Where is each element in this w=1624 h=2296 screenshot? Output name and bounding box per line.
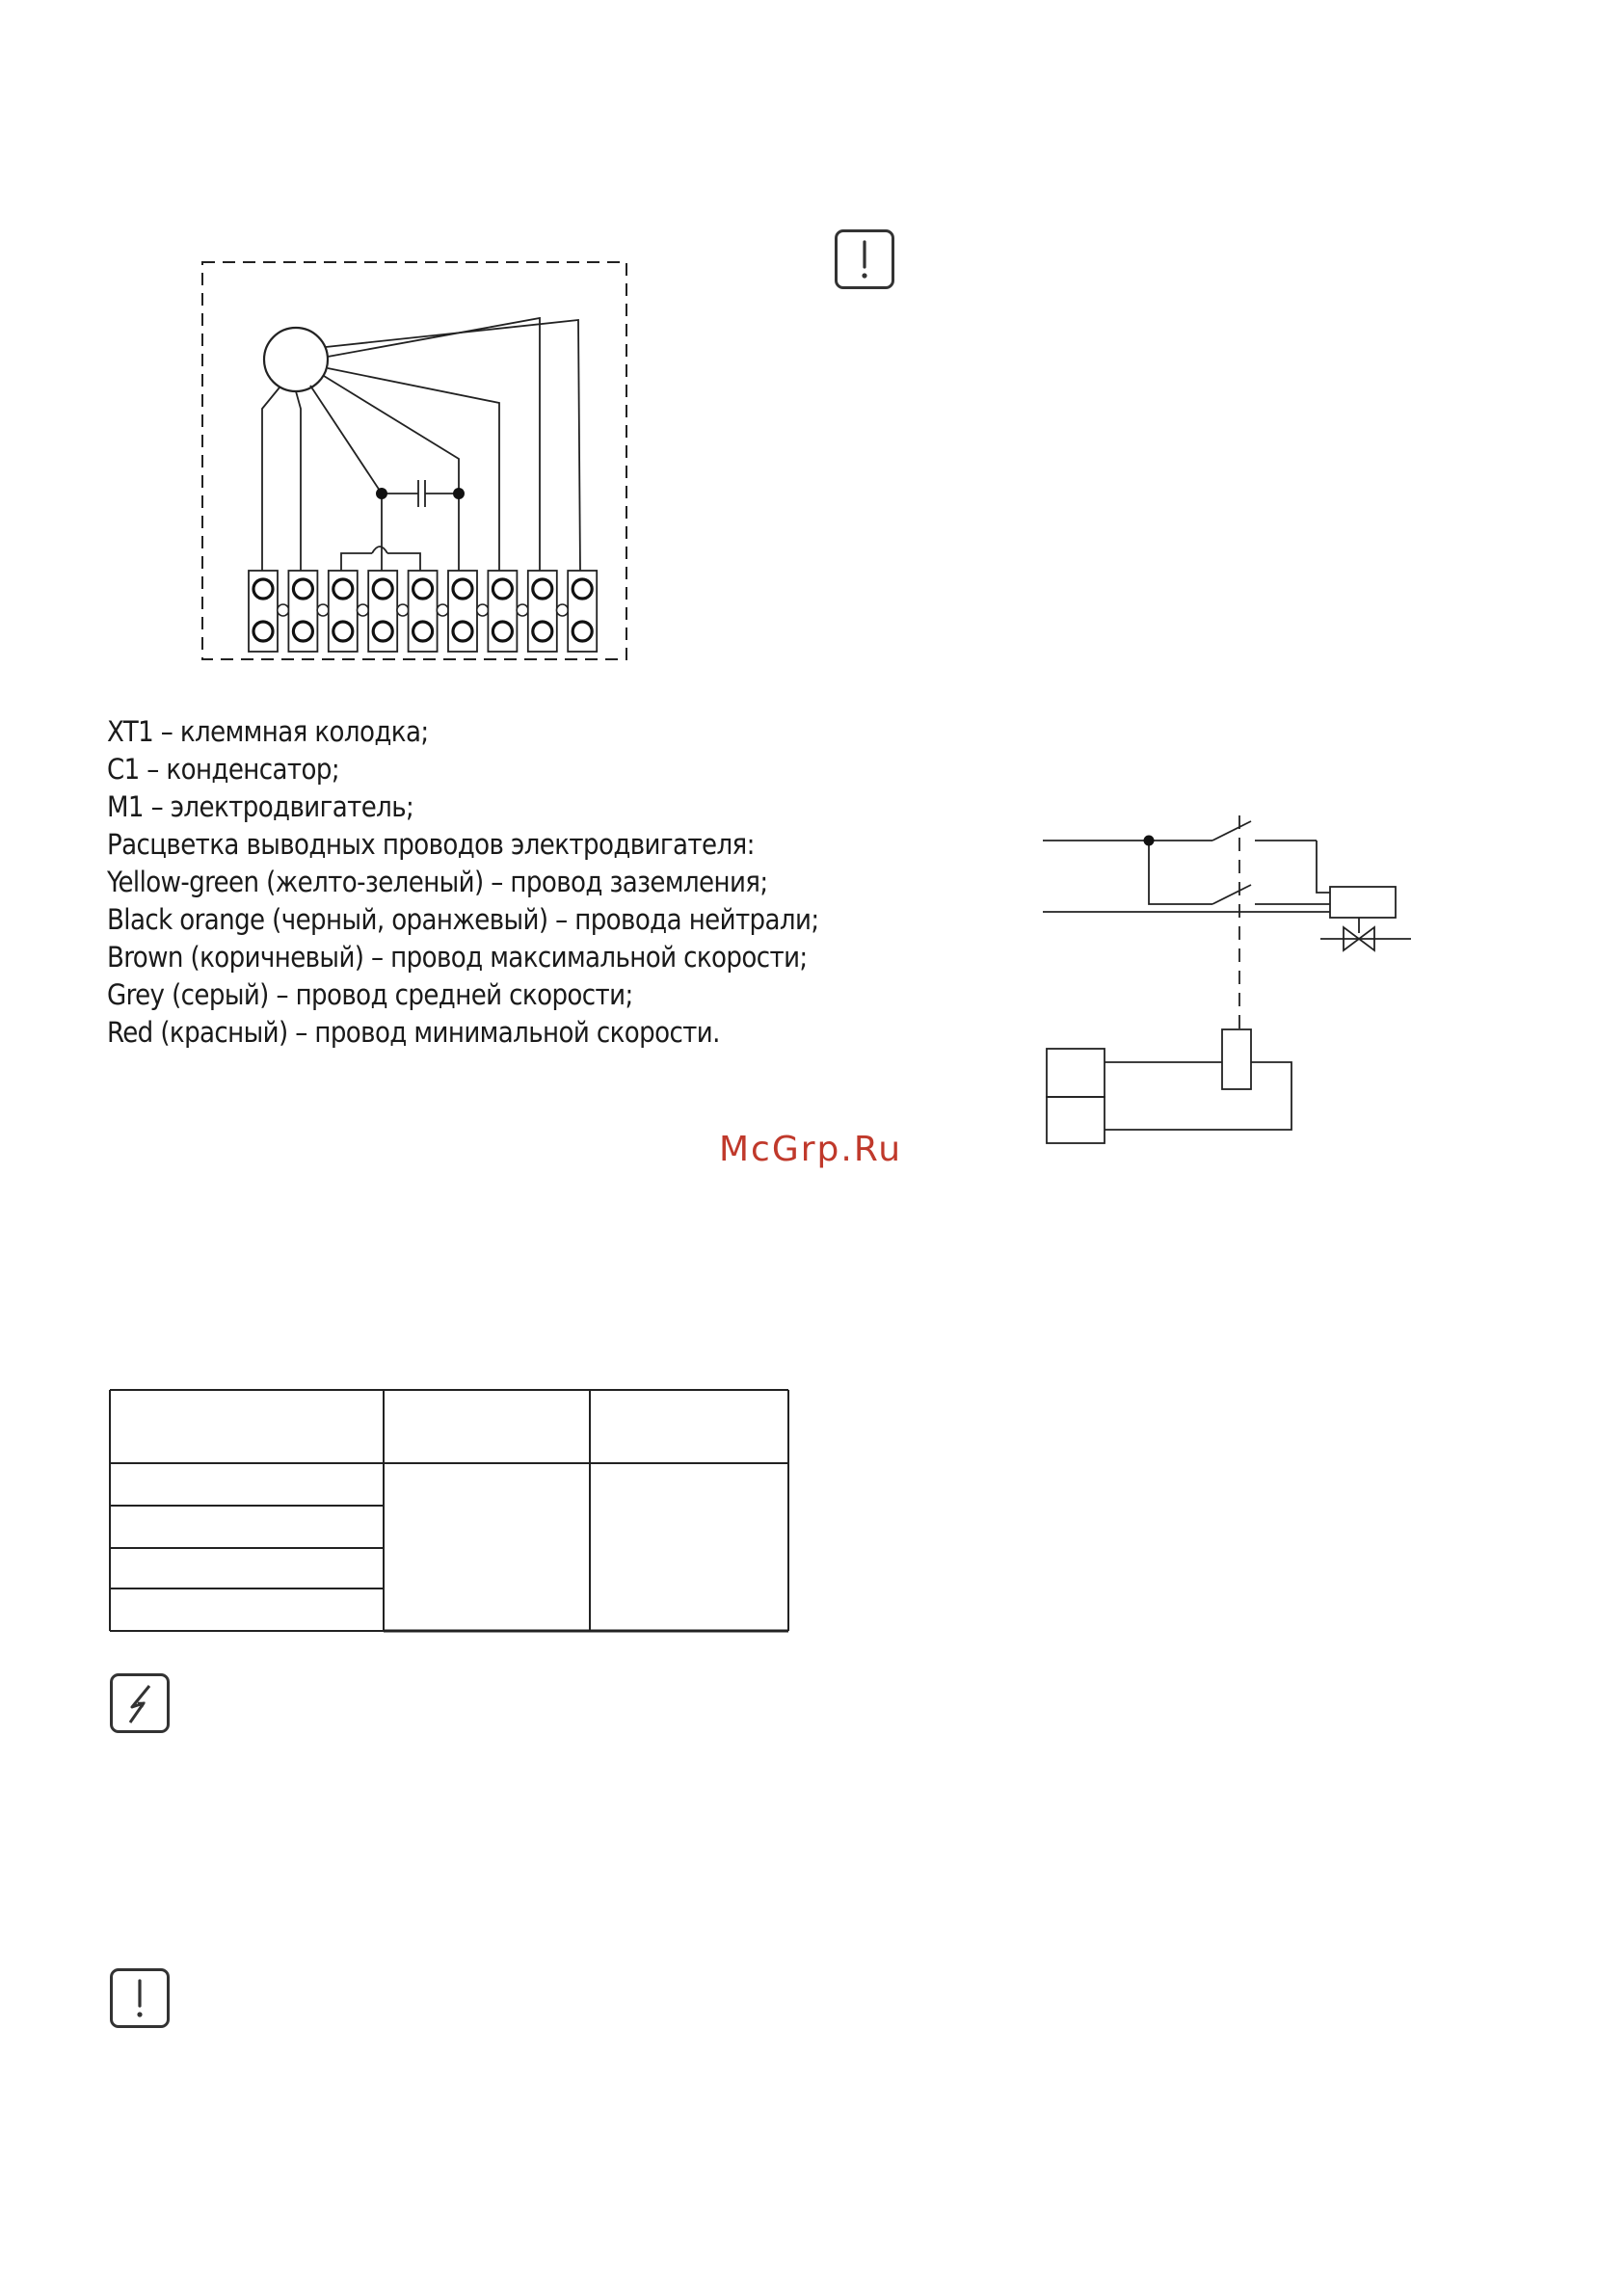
legend-line: Yellow-green (желто-зеленый) – провод заземления; bbox=[107, 866, 768, 898]
legend-line: C1 – конденсатор; bbox=[107, 753, 340, 786]
legend-line: Red (красный) – провод минимальной скорости. bbox=[107, 1016, 720, 1049]
legend-line: Brown (коричневый) – провод максимальной скорости; bbox=[107, 941, 808, 974]
legend-line: XT1 – клеммная колодка; bbox=[107, 715, 429, 748]
legend-line: Black orange (черный, оранжевый) – провода нейтрали; bbox=[107, 903, 819, 936]
legend-line: Grey (серый) – провод средней скорости; bbox=[107, 978, 633, 1011]
legend-line: Расцветка выводных проводов электродвигателя: bbox=[107, 828, 755, 861]
watermark: McGrp.Ru bbox=[719, 1130, 903, 1169]
legend-line: M1 – электродвигатель; bbox=[107, 790, 414, 823]
wiring-legend bbox=[107, 713, 839, 1052]
exclamation-icon bbox=[110, 1968, 170, 2028]
lightning-icon bbox=[110, 1673, 170, 1733]
exclamation-icon bbox=[835, 229, 894, 289]
